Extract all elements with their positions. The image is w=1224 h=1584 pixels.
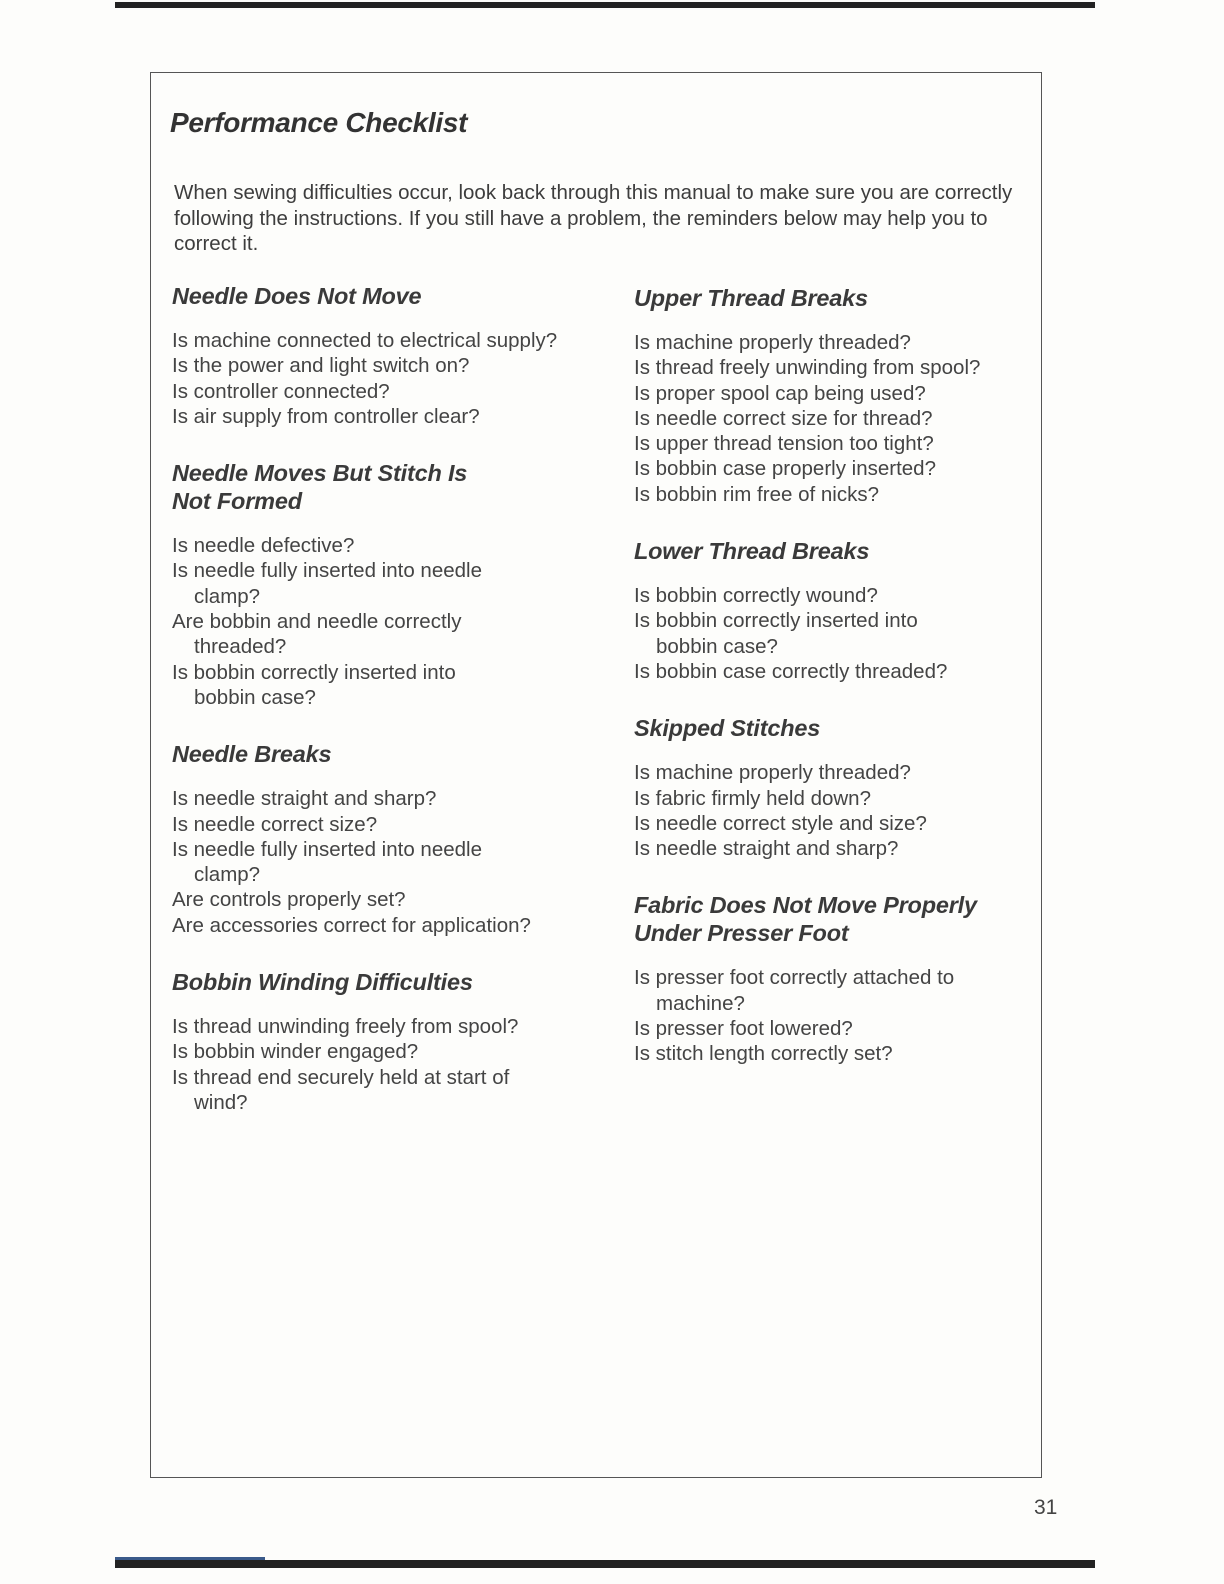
checklist-item: Is proper spool cap being used?	[634, 381, 926, 405]
left-column	[172, 282, 562, 1145]
checklist-item: Is needle correct size?	[172, 812, 378, 836]
checklist-item: Is machine properly threaded?	[634, 761, 911, 785]
section-heading: Lower Thread Breaks	[634, 538, 870, 565]
section-fabric-not-moving	[634, 891, 1034, 1066]
checklist-item: Is needle defective?	[172, 534, 355, 558]
section-bobbin-winding	[172, 968, 562, 1115]
checklist	[634, 760, 1034, 861]
checklist-item: Are bobbin and needle correctly threaded?	[172, 610, 462, 659]
checklist-item: Is controller connected?	[172, 379, 390, 403]
section-lower-thread-breaks	[634, 537, 1034, 684]
checklist	[634, 583, 1034, 684]
checklist-item: Is the power and light switch on?	[172, 354, 470, 378]
checklist-item: Is needle fully inserted into needle clamp?	[172, 559, 482, 608]
checklist-item: Is bobbin winder engaged?	[172, 1040, 419, 1064]
top-rule	[115, 2, 1095, 8]
checklist-item: Is thread freely unwinding from spool?	[634, 356, 981, 380]
checklist-item: Is thread unwinding freely from spool?	[172, 1015, 519, 1039]
section-heading: Needle Does Not Move	[172, 283, 422, 309]
checklist-item: Are accessories correct for application?	[172, 913, 531, 937]
section-needle-breaks	[172, 740, 562, 938]
checklist-item: Is upper thread tension too tight?	[634, 432, 934, 456]
checklist-item: Is needle correct style and size?	[634, 811, 927, 835]
section-heading: Skipped Stitches	[634, 715, 821, 742]
checklist-item: Is needle straight and sharp?	[634, 837, 899, 861]
section-needle-moves-no-stitch	[172, 459, 562, 710]
checklist-item: Is stitch length correctly set?	[634, 1042, 893, 1066]
checklist	[634, 330, 1034, 507]
checklist-item: Is thread end securely held at start of wind?	[172, 1065, 510, 1114]
section-needle-does-not-move	[172, 282, 562, 429]
intro-paragraph: When sewing difficulties occur, look back through this manual to make sure you are correctly following the instructions. If you still have a problem, the reminders below may help you to correct it.	[174, 181, 1013, 255]
checklist-item: Is bobbin correctly inserted into bobbin case?	[172, 660, 456, 709]
section-heading: Needle Moves But Stitch Is Not Formed	[172, 460, 468, 515]
section-heading: Fabric Does Not Move Properly Under Presser Foot	[634, 892, 977, 947]
checklist-item: Is machine connected to electrical supply?	[172, 329, 558, 352]
page-title: Performance Checklist	[170, 106, 468, 138]
checklist-item: Is bobbin rim free of nicks?	[634, 482, 879, 506]
checklist-item: Is air supply from controller clear?	[172, 404, 480, 428]
checklist	[172, 1014, 562, 1115]
right-column	[634, 284, 1034, 1097]
checklist-item: Is fabric firmly held down?	[634, 786, 871, 810]
bottom-rule	[115, 1560, 1095, 1568]
section-skipped-stitches	[634, 714, 1034, 861]
section-heading: Upper Thread Breaks	[634, 285, 868, 311]
checklist-item: Is needle straight and sharp?	[172, 787, 437, 811]
checklist	[634, 965, 1034, 1066]
checklist-item: Is bobbin case correctly threaded?	[634, 659, 948, 683]
section-heading: Needle Breaks	[172, 741, 332, 768]
checklist-item: Is bobbin correctly inserted into bobbin case?	[634, 609, 918, 658]
checklist	[172, 328, 562, 429]
checklist	[172, 786, 562, 938]
section-heading: Bobbin Winding Difficulties	[172, 969, 473, 996]
checklist	[172, 533, 562, 710]
checklist-item: Are controls properly set?	[172, 888, 406, 912]
checklist-item: Is bobbin correctly wound?	[634, 584, 878, 608]
checklist-item: Is presser foot lowered?	[634, 1017, 853, 1041]
section-upper-thread-breaks	[634, 284, 1034, 507]
checklist-item: Is presser foot correctly attached to machine?	[634, 966, 955, 1015]
checklist-item: Is bobbin case properly inserted?	[634, 457, 936, 481]
checklist-item: Is needle fully inserted into needle clamp?	[172, 837, 482, 887]
checklist-item: Is needle correct size for thread?	[634, 406, 933, 430]
checklist-item: Is machine properly threaded?	[634, 331, 911, 354]
page-number: 31	[1034, 1496, 1058, 1519]
